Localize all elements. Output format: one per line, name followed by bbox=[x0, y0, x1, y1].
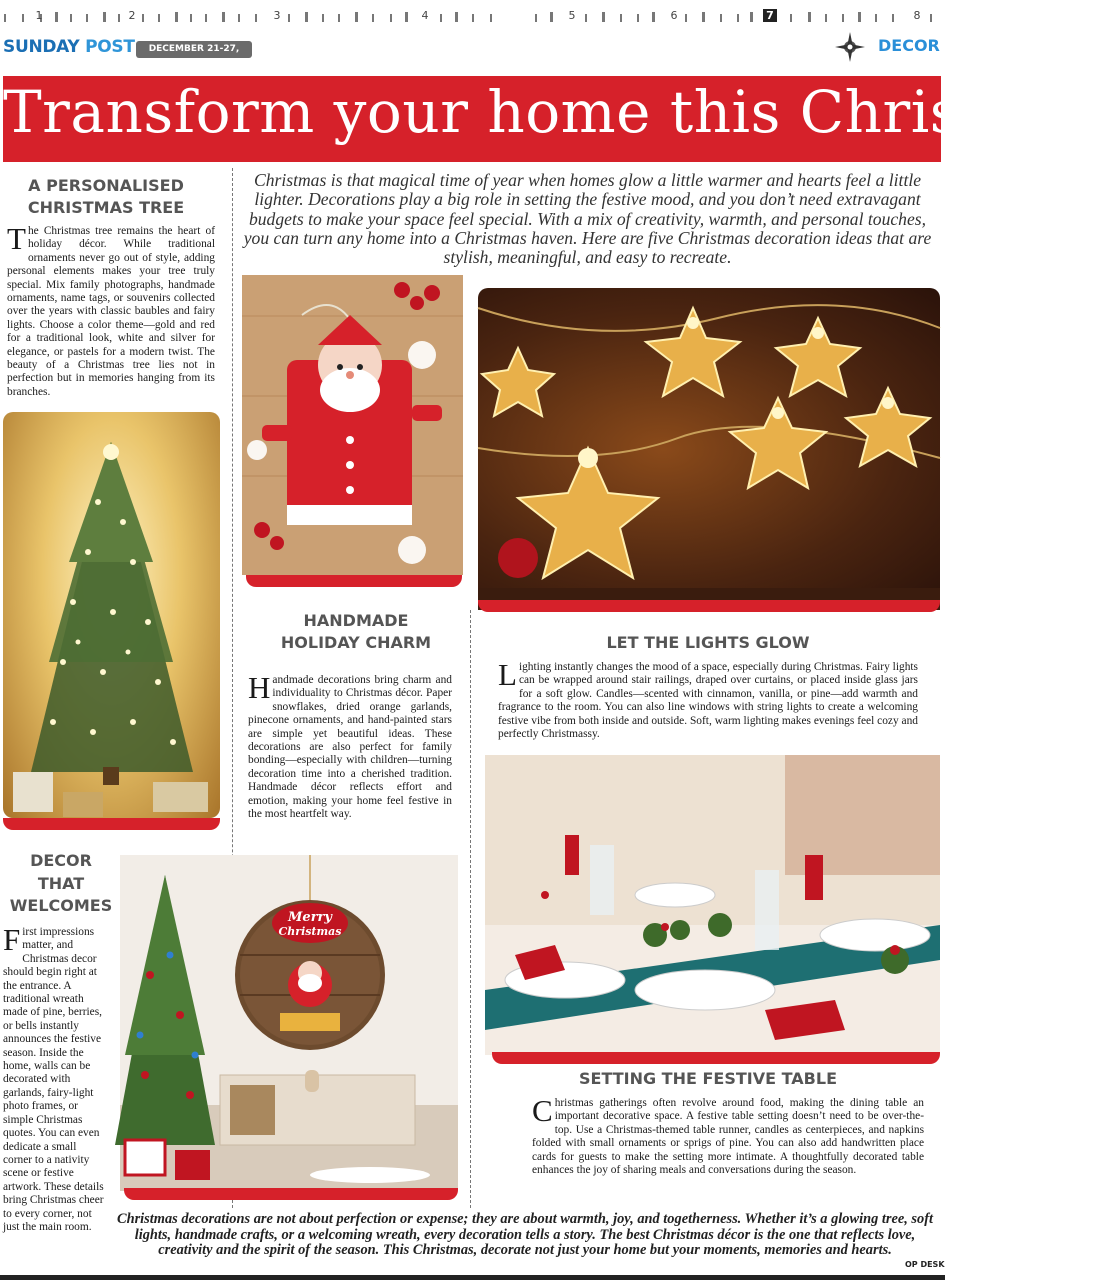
photo-accent-bar bbox=[478, 600, 940, 612]
welcome-body bbox=[3, 922, 108, 1234]
section-label: DECOR bbox=[878, 36, 940, 55]
welcome-heading-line: DECOR bbox=[30, 851, 92, 870]
welcome-heading-line: THAT bbox=[37, 873, 85, 893]
tree-body bbox=[7, 221, 215, 399]
publication-name bbox=[3, 37, 135, 57]
column-divider bbox=[470, 610, 471, 1208]
photo-accent-bar bbox=[492, 1052, 940, 1064]
intro-paragraph: Christmas is that magical time of year when homes glow a little warmer and hearts feel a little lighter. Decorations play a big role in setting the festive mood, and you don’t need extravagant budgets to make your space feel special. With a mix of creativity, warmth, and personal touches, you can turn any home into a Christmas haven. Here are five Christmas decoration ideas that are stylish, meaningful, and easy to recreate. bbox=[243, 170, 932, 268]
table-heading: SETTING THE FESTIVE TABLE bbox=[578, 1069, 837, 1088]
dropcap: C bbox=[532, 1093, 553, 1128]
ruler-number: 8 bbox=[913, 9, 921, 22]
handmade-santa-ornament-photo bbox=[242, 275, 463, 575]
handmade-heading-line: HANDMADE bbox=[303, 611, 409, 630]
dropcap: F bbox=[3, 922, 21, 957]
bottom-rule bbox=[0, 1275, 945, 1280]
lights-heading: LET THE LIGHTS GLOW bbox=[606, 633, 810, 652]
issue-date: DECEMBER 21-27, 2025 bbox=[136, 41, 252, 58]
tree-body-text: he Christmas tree remains the heart of holiday décor. While traditional ornaments never go out of style, adding personal elements makes your tree truly special. Mix family photographs, handmade ornaments, name tags, or souvenirs collected over the years with classic baubles and fairy lights. Choose a color theme—gold and red for a traditional look, white and silver for elegance, or pastels for a modern twist. The beauty of a Christmas tree lies not in perfection but in memories hanging from its branches. bbox=[7, 225, 215, 398]
compass-star-icon bbox=[835, 32, 865, 62]
ruler-number: 3 bbox=[273, 9, 281, 22]
dropcap: T bbox=[7, 221, 26, 256]
ruler-number-active: 7 bbox=[763, 9, 777, 22]
table-body-text: hristmas gatherings often revolve around food, making the dining table an important decorative space. A festive table setting doesn’t need to be over-the-top. Use a Christmas-themed table runner, candles as centerpieces, and napkins folded with small ornaments or sprigs of pine. You can also add handwritten place cards for guests to make the setting more intimate. A thoughtfully decorated table enhances the joy of sharing meals and conversations during the season. bbox=[532, 1097, 924, 1177]
tree-heading-line: CHRISTMAS TREE bbox=[27, 198, 185, 217]
tree-heading-line: A PERSONALISED bbox=[28, 176, 184, 195]
page-title: Transform your home this Christmas bbox=[3, 78, 1105, 146]
ruler-number: 6 bbox=[670, 9, 678, 22]
ruler-number: 4 bbox=[421, 9, 429, 22]
brand-word-1: SUNDAY bbox=[3, 37, 80, 57]
photo-accent-bar bbox=[3, 818, 220, 830]
dropcap: H bbox=[248, 670, 271, 705]
page-ruler bbox=[0, 0, 945, 30]
christmas-tree-photo bbox=[3, 412, 220, 818]
welcome-heading-line: WELCOMES bbox=[9, 896, 113, 915]
tree-heading bbox=[6, 175, 206, 219]
closing-quote: Christmas decorations are not about perfection or expense; they are about warmth, joy, and togetherness. Whether it’s a glowing tree, soft lights, handmade crafts, or a welcoming wreath, every decoration tells a story. The best Christmas décor is the one that reflects love, creativity and the spirit of the season. This Christmas, decorate not just your home but your moments, memories and hearts. bbox=[116, 1211, 934, 1259]
fairy-lights-stars-photo bbox=[478, 288, 940, 610]
lights-body-text: ighting instantly changes the mood of a space, especially during Christmas. Fairy lights can be wrapped around stair railings, draped over curtains, or placed inside glass jars for a soft glow. Candles—scented with cinnamon, vanilla, or pine—add warmth and fragrance to the room. You can also line windows with string lights to create a welcoming festive vibe from both inside and outside. Soft, warm lighting makes evenings feel cozy and perfectly Christmassy. bbox=[498, 661, 918, 741]
byline-credit: OP DESK bbox=[905, 1260, 945, 1269]
ornament-text: Christmas bbox=[278, 925, 342, 938]
title-banner bbox=[3, 76, 1105, 162]
masthead bbox=[0, 32, 945, 70]
festive-table-photo bbox=[485, 755, 940, 1055]
living-room-ornament-photo bbox=[120, 855, 458, 1191]
ornament-text: Merry bbox=[288, 910, 332, 925]
ruler-number: 1 bbox=[35, 9, 43, 22]
handmade-body-text: andmade decorations bring charm and individuality to Christmas décor. Paper snowflakes, dried orange garlands, pinecone ornaments, and hand-painted stars are simple yet beautiful ideas. These decorations are also perfect for family bonding—especially with children—turning decoration time into a cherished tradition. Handmade décor reflects effort and emotion, making your home feel festive in the most heartfelt way. bbox=[248, 674, 452, 821]
ruler-ticks bbox=[0, 0, 945, 30]
handmade-heading bbox=[246, 610, 466, 654]
dropcap: L bbox=[498, 657, 517, 692]
brand-word-2: POST bbox=[85, 37, 135, 57]
handmade-heading-line: HOLIDAY CHARM bbox=[280, 633, 432, 652]
welcome-heading bbox=[0, 850, 122, 918]
ruler-number: 5 bbox=[568, 9, 576, 22]
photo-accent-bar bbox=[124, 1188, 458, 1200]
table-body bbox=[532, 1093, 924, 1177]
handmade-body bbox=[248, 670, 452, 821]
welcome-body-text: irst impressions matter, and Christmas decor should begin right at the entrance. A traditional wreath made of pine, berries, or bells instantly announces the festive season. Inside the home, walls can be decorated with garlands, fairy-light photo frames, or simple Christmas quotes. You can even dedicate a small corner to a nativity scene or festive artwork. These details bring Christmas cheer to every corner, not just the main room. bbox=[3, 926, 104, 1233]
lights-body bbox=[498, 657, 918, 741]
photo-accent-bar bbox=[246, 575, 462, 587]
ruler-number: 2 bbox=[128, 9, 136, 22]
